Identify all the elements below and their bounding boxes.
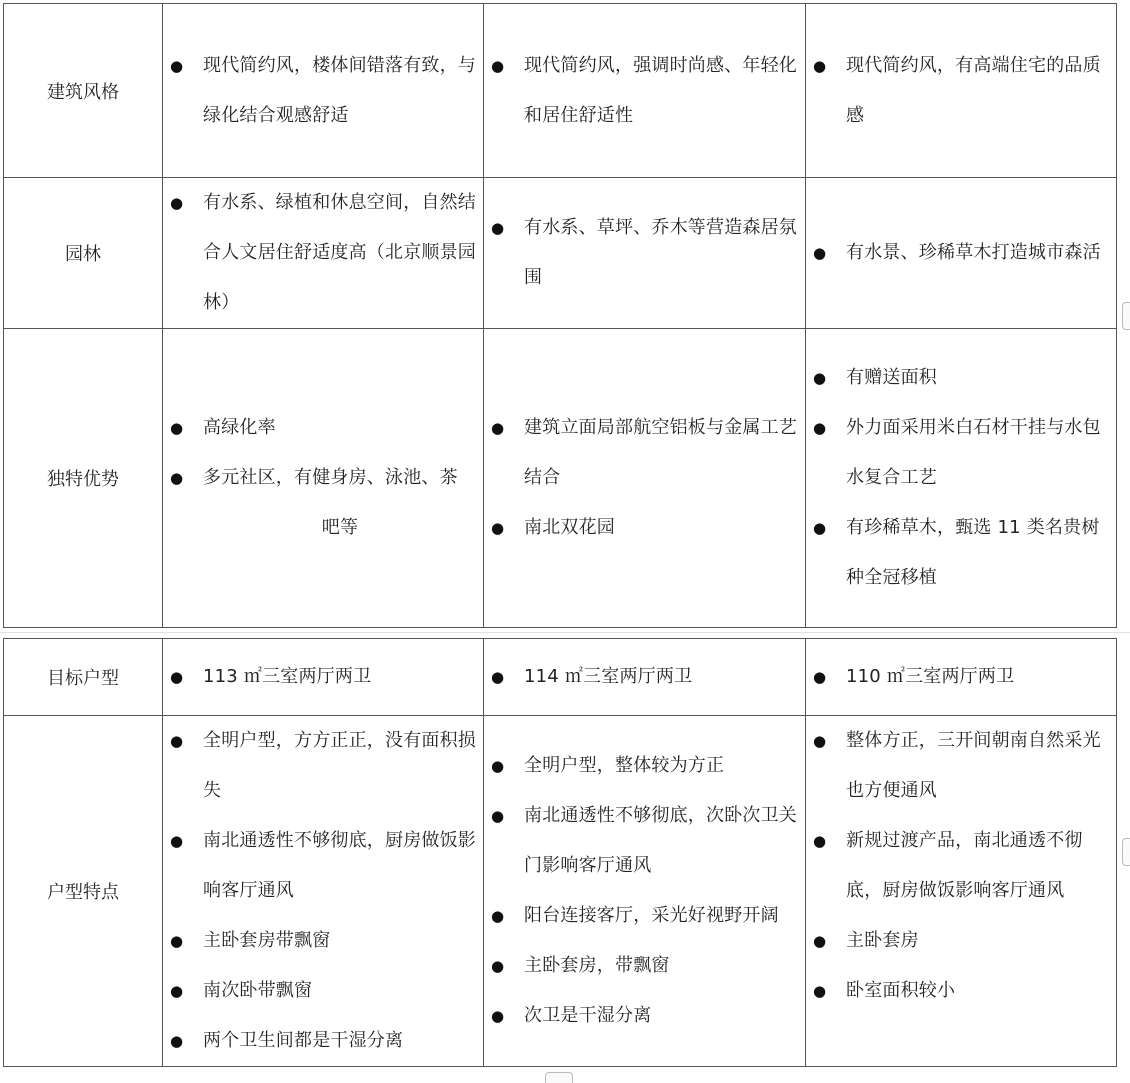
- list-item: ● 主卧套房，带飘窗: [484, 941, 805, 991]
- list-item: ● 现代简约风，有高端住宅的品质感: [806, 41, 1116, 141]
- row-label: 建筑风格: [4, 4, 163, 178]
- table-cell: [484, 716, 806, 1067]
- list-item: ● 卧室面积较小: [806, 966, 1116, 1016]
- comparison-table-upper: [3, 3, 1117, 628]
- comparison-table-lower: [3, 638, 1117, 1067]
- scroll-handle-right-lower[interactable]: [1122, 838, 1130, 866]
- list-item: ● 南北通透性不够彻底，厨房做饭影响客厅通风: [163, 816, 483, 916]
- table-cell: [163, 639, 484, 716]
- scroll-handle-right-upper[interactable]: [1122, 302, 1130, 330]
- list-item: ● 现代简约风，强调时尚感、年轻化和居住舒适性: [484, 41, 805, 141]
- list-item: ● 主卧套房带飘窗: [163, 916, 483, 966]
- row-label: 户型特点: [4, 716, 163, 1067]
- list-item: ● 现代简约风，楼体间错落有致，与绿化结合观感舒适: [163, 41, 483, 141]
- table-cell: [163, 329, 484, 628]
- list-item: ● 南北通透性不够彻底，次卧次卫关门影响客厅通风: [484, 791, 805, 891]
- list-item: ● 全明户型，方方正正，没有面积损失: [163, 716, 483, 816]
- list-item: ● 整体方正，三开间朝南自然采光也方便通风: [806, 716, 1116, 816]
- list-item: ● 主卧套房: [806, 916, 1116, 966]
- list-item: ● 有珍稀草木，甄选 11 类名贵树种全冠移植: [806, 503, 1116, 603]
- list-item: ● 有水系、草坪、乔木等营造森居氛围: [484, 203, 805, 303]
- table-cell: [484, 178, 806, 329]
- list-item: ● 阳台连接客厅，采光好视野开阔: [484, 891, 805, 941]
- table-cell: [806, 716, 1117, 1067]
- list-item: ● 两个卫生间都是干湿分离: [163, 1016, 483, 1066]
- list-item: ● 新规过渡产品，南北通透不彻底，厨房做饭影响客厅通风: [806, 816, 1116, 916]
- row-label: 园林: [4, 178, 163, 329]
- list-item: [163, 453, 483, 553]
- table-row-architecture-style: [4, 4, 1117, 178]
- table-cell: [163, 4, 484, 178]
- list-item: ● 110 ㎡三室两厅两卫: [806, 652, 1116, 702]
- list-item: ● 南次卧带飘窗: [163, 966, 483, 1016]
- row-label: 独特优势: [4, 329, 163, 628]
- list-item: ● 高绿化率: [163, 403, 483, 453]
- table-row-landscape: [4, 178, 1117, 329]
- list-item: ● 外力面采用米白石材干挂与水包水复合工艺: [806, 403, 1116, 503]
- table-cell: [806, 639, 1117, 716]
- list-item-continuation: 吧等: [321, 517, 359, 538]
- list-item-text: 多元社区，有健身房、泳池、茶: [203, 467, 458, 488]
- list-item: ● 有水景、珍稀草木打造城市森活: [806, 228, 1116, 278]
- table-cell: [484, 329, 806, 628]
- list-item: ● 113 ㎡三室两厅两卫: [163, 652, 483, 702]
- table-row-unique-advantages: [4, 329, 1117, 628]
- list-item: ● 114 ㎡三室两厅两卫: [484, 652, 805, 702]
- table-cell: [806, 178, 1117, 329]
- list-item: ● 有赠送面积: [806, 353, 1116, 403]
- table-cell: [806, 329, 1117, 628]
- scroll-handle-bottom[interactable]: [545, 1072, 573, 1083]
- page-break-line: [0, 632, 1130, 633]
- table-cell: [163, 716, 484, 1067]
- table-row-target-unit: [4, 639, 1117, 716]
- table-cell: [484, 4, 806, 178]
- list-item: ● 有水系、绿植和休息空间，自然结合人文居住舒适度高（北京顺景园林）: [163, 178, 483, 328]
- list-item: ● 全明户型，整体较为方正: [484, 741, 805, 791]
- list-item: ● 南北双花园: [484, 503, 805, 553]
- list-item: ● 次卫是干湿分离: [484, 991, 805, 1041]
- table-row-unit-features: [4, 716, 1117, 1067]
- table-cell: [484, 639, 806, 716]
- table-cell: [163, 178, 484, 329]
- table-cell: [806, 4, 1117, 178]
- list-item: ● 建筑立面局部航空铝板与金属工艺结合: [484, 403, 805, 503]
- row-label: 目标户型: [4, 639, 163, 716]
